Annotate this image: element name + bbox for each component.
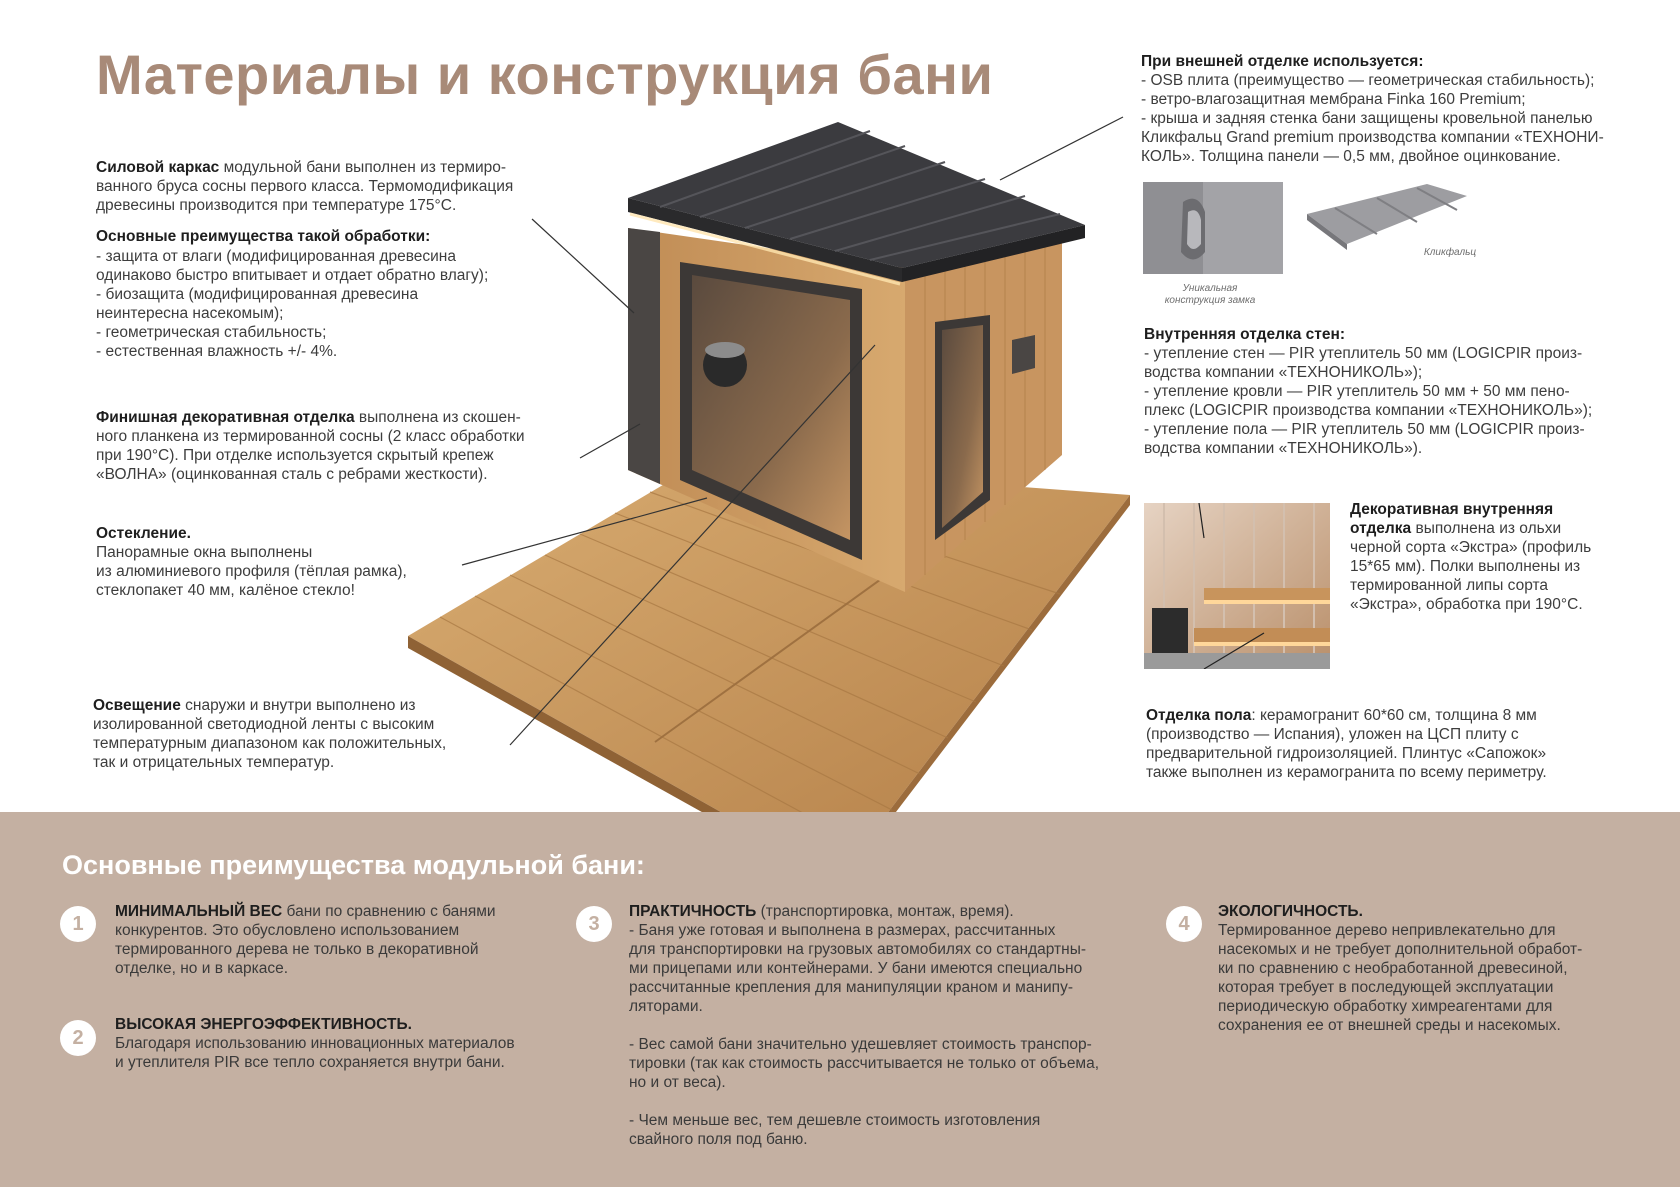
advantages-text: - защита от влаги (модифицированная древесина одинаково быстро впитывает и отдает обратно влагу); - биозащита (модифицированная древесина неинтересна насекомым); - геометрическая стабильность; - естественная влажность +/- 4%.	[96, 248, 489, 360]
advantage-2	[115, 1015, 595, 1072]
decor-bold: Декоративная внутренняя отделка	[1350, 501, 1554, 537]
advantage-2-bold: ВЫСОКАЯ ЭНЕРГОЭФФЕКТИВНОСТЬ.	[115, 1016, 412, 1033]
badge-4: 4	[1166, 906, 1202, 942]
lighting-block	[93, 696, 613, 772]
decor-block	[1350, 500, 1670, 614]
badge-1: 1	[60, 906, 96, 942]
glazing-text: Панорамные окна выполнены из алюминиевого профиля (тёплая рамка), стеклопакет 40 мм, калёное стекло!	[96, 544, 407, 599]
interior-heading: Внутренняя отделка стен:	[1144, 326, 1345, 343]
interior-text: - утепление стен — PIR утеплитель 50 мм (LOGICPIR произ- водства компании «ТЕХНОНИКОЛЬ»); - утепление кровли — PIR утеплитель 50 мм + 50 мм пено- плекс (LOGICPIR производства компании «ТЕХНОНИКОЛЬ»); - утепление пола — PIR утеплитель 50 мм (LOGICPIR произ- водства компании «ТЕХНОНИКОЛЬ»).	[1144, 345, 1593, 457]
lighting-bold: Освещение	[93, 697, 181, 714]
advantage-1-text: бани по сравнению с банями конкурентов. Это обусловлено использованием термированного дерева не только в декоративной отделке, но и в каркасе.	[115, 903, 496, 977]
glazing-heading: Остекление.	[96, 525, 191, 542]
badge-2: 2	[60, 1020, 96, 1056]
frame-text: модульной бани выполнен из термиро- ванного бруса сосны первого класса. Термомодификация древесины производится при температуре 175°С.	[96, 159, 514, 214]
advantage-3-text: (транспортировка, монтаж, время). - Баня уже готовая и выполнена в размерах, рассчитанных для транспортировки на грузовых автомобилях со стандартны- ми прицепами или контейнерами. У бани имеются специально рассчитанные крепления для манипуляции краном и манипу- ляторами. - Вес самой бани значительно удешевляет стоимость транспор- тировки (так как стоимость рассчитывается не только от объема, но и от веса). - Чем меньше вес, тем дешевле стоимость изготовления свайного поля под баню.	[629, 903, 1100, 1148]
exterior-text: - OSB плита (преимущество — геометрическая стабильность); - ветро-влагозащитная мембрана Finka 160 Premium; - крыша и задняя стенка бани защищены кровельной панелью Кликфальц Grand premium производства компании «ТЕХНОНИ- КОЛЬ». Толщина панели — 0,5 мм, двойное оцинкование.	[1141, 72, 1604, 165]
advantage-1-bold: МИНИМАЛЬНЫЙ ВЕС	[115, 903, 283, 920]
exterior-heading: При внешней отделке используется:	[1141, 53, 1424, 70]
finish-bold: Финишная декоративная отделка	[96, 409, 355, 426]
advantage-4	[1218, 902, 1668, 1035]
advantage-1	[115, 902, 595, 978]
advantage-2-text: Благодаря использованию инновационных материалов и утеплителя PIR все тепло сохраняется внутри бани.	[115, 1035, 515, 1071]
lock-profile-image	[1143, 182, 1283, 274]
advantage-4-bold: ЭКОЛОГИЧНОСТЬ.	[1218, 903, 1363, 920]
lighting-text: снаружи и внутри выполнено из изолированной светодиодной ленты с высоким температурным диапазоном как положительных, так и отрицательных температур.	[93, 697, 447, 771]
badge-3: 3	[576, 906, 612, 942]
advantages-title: Основные преимущества модульной бани:	[62, 850, 645, 880]
floor-text: : керамогранит 60*60 см, толщина 8 мм (производство — Испания), уложен на ЦСП плиту с предварительной гидроизоляцией. Плинтус «Сапожок» также выполнен из керамогранита по всему периметру.	[1146, 707, 1547, 781]
deck-overlap	[640, 812, 880, 882]
advantage-3-bold: ПРАКТИЧНОСТЬ	[629, 903, 757, 920]
decor-text: выполнена из ольхи черной сорта «Экстра» (профиль 15*65 мм). Полки выполнены из термированной липы сорта «Экстра», обработка при 190°С.	[1350, 520, 1592, 613]
floor-bold: Отделка пола	[1146, 707, 1252, 724]
frame-bold: Силовой каркас	[96, 159, 220, 176]
advantages-heading: Основные преимущества такой обработки:	[96, 228, 431, 245]
finish-text: выполнена из скошен- ного планкена из термированной сосны (2 класс обработки при 190°С). При отделке используется скрытый крепеж «ВОЛНА» (оцинкованная сталь с ребрами жесткости).	[96, 409, 525, 483]
frame-block	[96, 158, 616, 215]
page-title: Материалы и конструкция бани	[96, 43, 994, 106]
caption-klickfalz: Кликфальц	[1423, 247, 1477, 258]
finish-block	[96, 408, 656, 484]
advantage-3	[629, 902, 1169, 1149]
caption-lock: Уникальная конструкция замка	[1164, 283, 1256, 306]
floor-block	[1146, 706, 1676, 782]
advantage-4-text: Термированное дерево непривлекательно для насекомых и не требует дополнительной обработ- ки по сравнению с необработанной древесиной, которая требует в последующей эксплуатации периодическую обработку химреагентами для сохранения ее от внешней среды и насекомых.	[1218, 922, 1583, 1034]
interior-photo	[1144, 503, 1330, 669]
